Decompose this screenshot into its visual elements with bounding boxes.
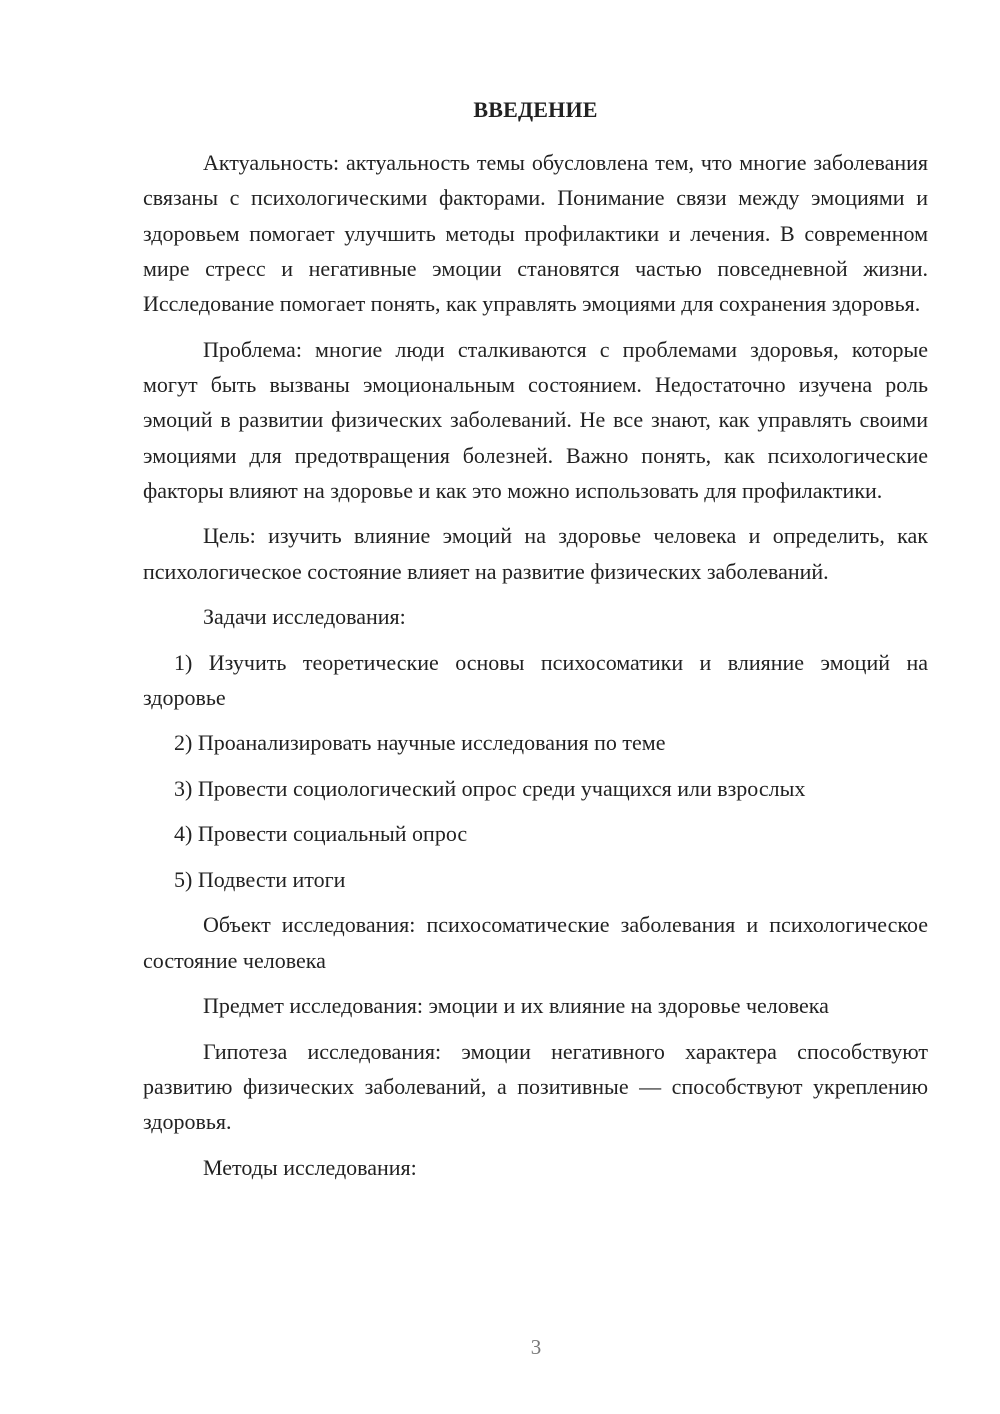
page-number: 3 bbox=[530, 1335, 542, 1359]
paragraph-subject: Предмет исследования: эмоции и их влияние на здоровье человека bbox=[203, 993, 829, 1019]
page-content bbox=[143, 94, 928, 1195]
paragraph-goal: Цель: изучить влияние эмоций на здоровье человека и определить, как психологическое состояние влияет на развитие физических заболеваний. bbox=[143, 523, 928, 584]
paragraph-object: Объект исследования: психосоматические заболевания и психологическое состояние человека bbox=[143, 912, 928, 973]
task-item-1: 1) Изучить теоретические основы психосоматики и влияние эмоций на здоровье bbox=[143, 649, 928, 710]
task-item-2: 2) Проанализировать научные исследования по теме bbox=[174, 730, 666, 756]
task-item-4: 4) Провести социальный опрос bbox=[174, 821, 468, 847]
paragraph-problem: Проблема: многие люди сталкиваются с проблемами здоровья, которые могут быть вызваны эмоциональным состоянием. Недостаточно изучена роль эмоций в развитии физических заболеваний. Не все знают, как управлять своими эмоциями для предотвращения болезней. Важно понять, как психологические факторы влияют на здоровье и как это можно использовать для профилактики. bbox=[143, 336, 928, 503]
paragraph-methods-label: Методы исследования: bbox=[203, 1154, 417, 1180]
paragraph-hypothesis: Гипотеза исследования: эмоции негативного характера способствуют развитию физических заболеваний, а позитивные — способствуют укреплению здоровья. bbox=[143, 1038, 928, 1135]
paragraph-tasks-label: Задачи исследования: bbox=[203, 604, 406, 630]
task-item-5: 5) Подвести итоги bbox=[174, 866, 346, 892]
section-heading: ВВЕДЕНИЕ bbox=[473, 97, 598, 122]
paragraph-relevance: Актуальность: актуальность темы обусловлена тем, что многие заболевания связаны с психологическими факторами. Понимание связи между эмоциями и здоровьем помогает улучшить методы профилактики и лечения. В современном мире стресс и негативные эмоции становятся частью повседневной жизни. Исследование помогает понять, как управлять эмоциями для сохранения здоровья. bbox=[143, 150, 928, 317]
task-item-3: 3) Провести социологический опрос среди учащихся или взрослых bbox=[174, 775, 806, 801]
